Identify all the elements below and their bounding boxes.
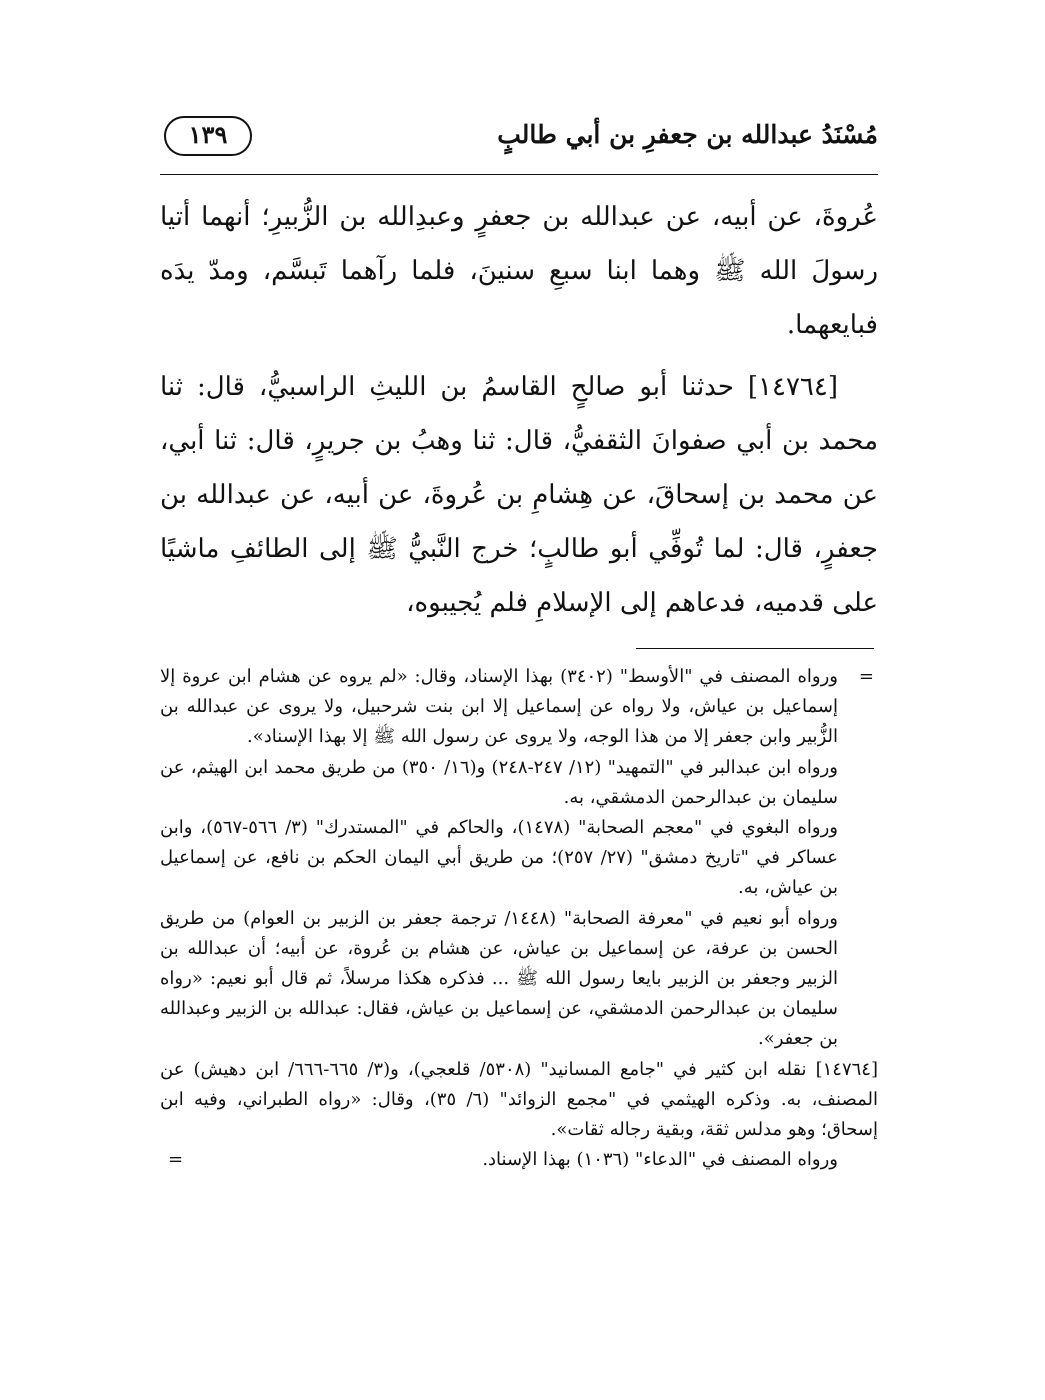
main-text: [160, 190, 878, 630]
footnote-item: ورواه البغوي في "معجم الصحابة" (١٤٧٨)، والحاكم في "المستدرك" (٣/ ٥٦٦-٥٦٧)، وابن عساكر في "تاريخ دمشق" (٢٧/ ٢٥٧)؛ من طريق أبي اليمان الحكم بن نافع، عن إسماعيل بن عياش، به.: [160, 817, 838, 899]
footnote-divider: [636, 648, 874, 649]
footnote-item: [160, 662, 878, 753]
footnote-item: ورواه أبو نعيم في "معرفة الصحابة" (١٤٤٨/ ترجمة جعفر بن الزبير بن العوام) من طريق الحسن بن عرفة، عن إسماعيل بن عياش، عن هشام بن عُروة، عن أبيه؛ أن عبدالله بن الزبير وجعفر بن الزبير بايعا رسول الله ﷺ ... فذكره هكذا مرسلاً، ثم قال أبو نعيم: «رواه سليمان بن عبدالرحمن الدمشقي، عن إسماعيل بن عياش، فقال: عبدالله بن الزبير وعبدالله بن جعفر».: [160, 907, 838, 1050]
footnote-text: ورواه المصنف في "الأوسط" (٣٤٠٢) بهذا الإسناد، وقال: «لم يروه عن هشام ابن عروة إلا إسماعيل بن عياش، ولا رواه عن إسماعيل إلا ابن بنت شرحبيل، ولا يروى عن عبدالله بن الزُّبير وابن جعفر إلا من هذا الوجه، ولا يروى عن رسول الله ﷺ إلا بهذا الإسناد».: [160, 666, 838, 748]
running-title: مُسْنَدُ عبدالله بن جعفرِ بن أبي طالبٍ: [497, 120, 878, 149]
page-number: ١٣٩: [164, 116, 252, 156]
header-divider: [160, 174, 878, 175]
footnote-text: ورواه المصنف في "الدعاء" (١٠٣٦) بهذا الإسناد.: [482, 1149, 838, 1171]
end-continuation-marker: =: [168, 1149, 184, 1171]
footnote-item: [160, 1145, 878, 1175]
continuation-marker: =: [858, 666, 874, 687]
footnote-reference-14764: [١٤٧٦٤] نقله ابن كثير في "جامع المسانيد" (٥٣٠٨/ قلعجي)، و(٣/ ٦٦٥-٦٦٦/ ابن دهيش) عن المصنف، به. وذكره الهيثمي في "مجمع الزوائد" (٦/ ٣٥)، وقال: «رواه الطبراني، وفيه ابن إسحاق؛ وهو مدلس ثقة، وبقية رجاله ثقات».: [160, 1058, 878, 1141]
page-header: [160, 112, 878, 164]
footnotes: [160, 662, 878, 1175]
paragraph-continuation: عُروةَ، عن أبيه، عن عبدالله بن جعفرٍ وعبدِالله بن الزُّبيرِ؛ أنهما أتيا رسولَ الله ﷺ وهما ابنا سبعِ سنينَ، فلما رآهما تَبسَّم، ومدّ يدَه فبايعهما.: [160, 202, 878, 340]
paragraph-hadith-14764: [١٤٧٦٤] حدثنا أبو صالحٍ القاسمُ بن الليثِ الراسبيُّ، قال: ثنا محمد بن أبي صفوانَ الثقفيُّ، قال: ثنا وهبُ بن جريرٍ، قال: ثنا أبي، عن محمد بن إسحاقَ، عن هِشامِ بن عُروةَ، عن أبيه، عن عبدالله بن جعفرٍ، قال: لما تُوفِّي أبو طالبٍ؛ خرج النَّبيُّ ﷺ إلى الطائفِ ماشيًا على قدميه، فدعاهم إلى الإسلامِ فلم يُجيبوه،: [160, 372, 878, 618]
footnote-item: ورواه ابن عبدالبر في "التمهيد" (١٢/ ٢٤٧-٢٤٨) و(١٦/ ٣٥٠) من طريق محمد ابن الهيثم، عن سليمان بن عبدالرحمن الدمشقي، به.: [160, 756, 838, 808]
